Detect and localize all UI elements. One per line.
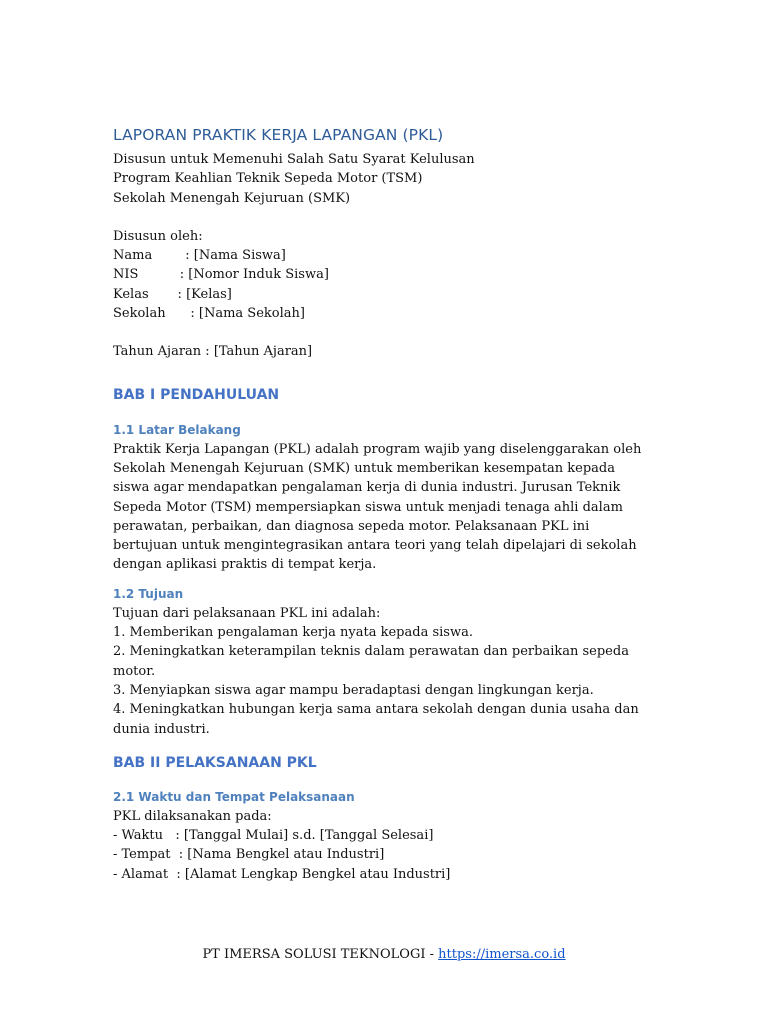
author-school: Sekolah : [Nama Sekolah]: [113, 306, 305, 322]
author-name: Nama : [Nama Siswa]: [113, 248, 286, 264]
section-1-2-intro: Tujuan dari pelaksanaan PKL ini adalah:: [113, 605, 381, 621]
document-body: [113, 124, 653, 884]
section-1-2-heading: 1.2 Tujuan: [113, 586, 184, 601]
list-item: 1. Memberikan pengalaman kerja nyata kepada siswa.: [113, 625, 473, 641]
list-item: - Tempat : [Nama Bengkel atau Industri]: [113, 847, 385, 863]
footer-company: PT IMERSA SOLUSI TEKNOLOGI -: [202, 947, 439, 962]
list-item: 3. Menyiapkan siswa agar mampu beradaptasi dengan lingkungan kerja.: [113, 682, 594, 698]
author-nis: NIS : [Nomor Induk Siswa]: [113, 267, 329, 283]
subtitle-line: Sekolah Menengah Kejuruan (SMK): [113, 190, 351, 206]
spacer: [113, 323, 653, 342]
author-class: Kelas : [Kelas]: [113, 286, 232, 302]
section-1-1-text: Praktik Kerja Lapangan (PKL) adalah program wajib yang diselenggarakan oleh Sekolah Menengah Kejuruan (SMK) untuk memberikan kesempatan kepada siswa agar mendapatkan pengalaman kerja di dunia industri. Jurusan Teknik Sepeda Motor (TSM) mempersiapkan siswa untuk menjadi tenaga ahli dalam perawatan, perbaikan, dan diagnosa sepeda motor. Pelaksanaan PKL ini bertujuan untuk mengintegrasikan antara teori yang telah dipelajari di sekolah dengan aplikasi praktis di tempat kerja.: [113, 441, 642, 573]
list-item: - Waktu : [Tanggal Mulai] s.d. [Tanggal Selesai]: [113, 828, 434, 844]
spacer: [113, 208, 653, 227]
list-item: 2. Meningkatkan keterampilan teknis dalam perawatan dan perbaikan sepeda motor.: [113, 644, 629, 679]
page-footer: [0, 946, 768, 964]
chapter-2-heading: BAB II PELAKSANAAN PKL: [113, 754, 317, 771]
academic-year: Tahun Ajaran : [Tahun Ajaran]: [113, 344, 313, 360]
section-1-1-heading: 1.1 Latar Belakang: [113, 422, 241, 437]
chapter-1-heading: BAB I PENDAHULUAN: [113, 386, 280, 403]
author-heading: Disusun oleh:: [113, 228, 203, 244]
footer-link[interactable]: https://imersa.co.id: [438, 947, 566, 962]
section-2-1-intro: PKL dilaksanakan pada:: [113, 808, 272, 824]
subtitle-line: Program Keahlian Teknik Sepeda Motor (TSM): [113, 171, 423, 187]
subtitle-line: Disusun untuk Memenuhi Salah Satu Syarat Kelulusan: [113, 152, 475, 167]
list-item: 4. Meningkatkan hubungan kerja sama antara sekolah dengan dunia usaha dan dunia industri.: [113, 702, 639, 737]
section-2-1-heading: 2.1 Waktu dan Tempat Pelaksanaan: [113, 789, 355, 804]
list-item: - Alamat : [Alamat Lengkap Bengkel atau Industri]: [113, 866, 451, 882]
report-title: LAPORAN PRAKTIK KERJA LAPANGAN (PKL): [113, 126, 444, 144]
